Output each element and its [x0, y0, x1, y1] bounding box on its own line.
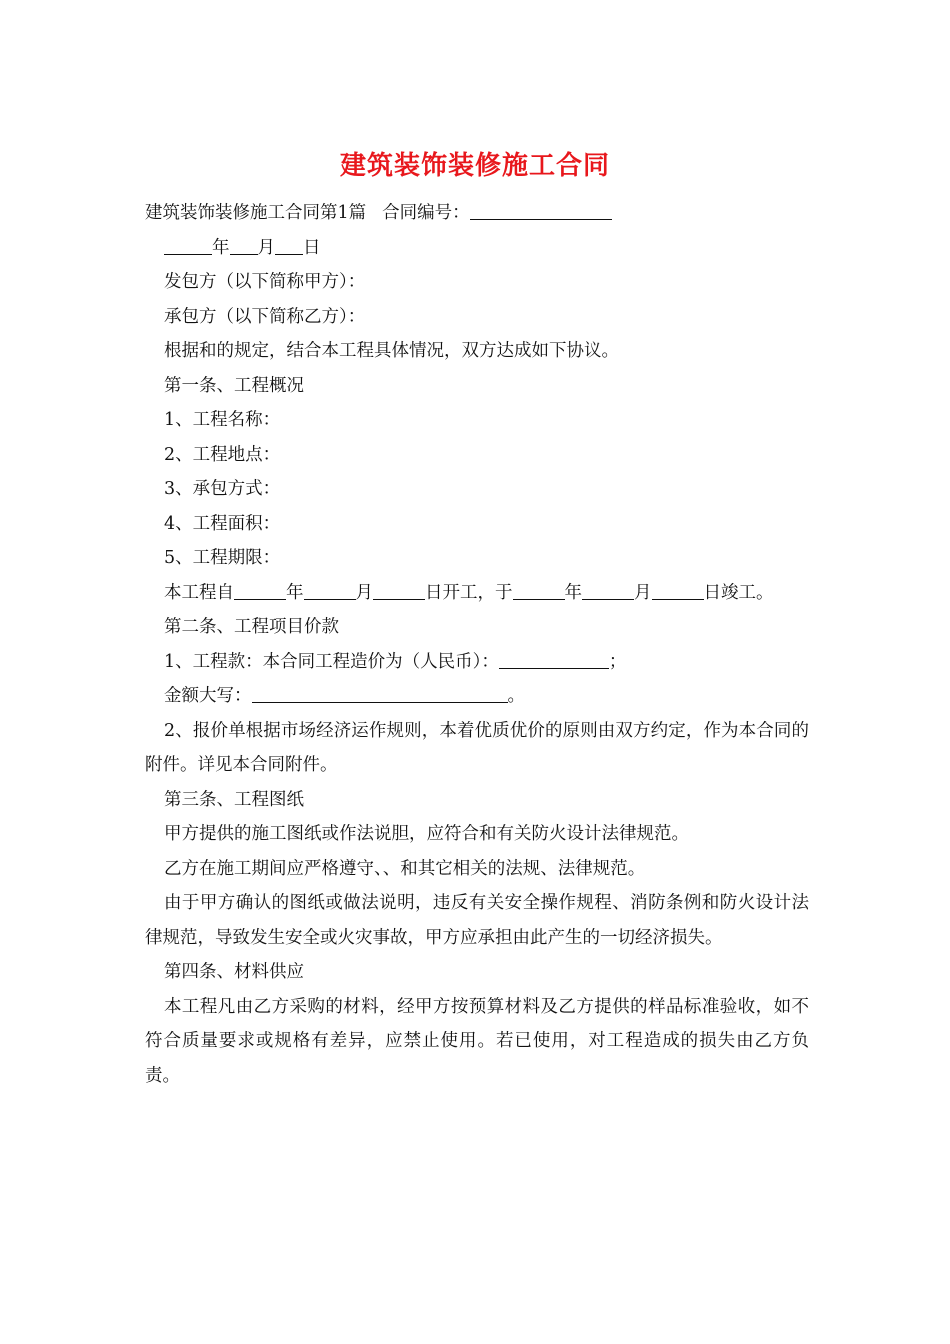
article3-heading: 第三条、工程图纸: [164, 789, 304, 810]
article4-paragraph: 本工程凡由乙方采购的材料，经甲方按预算材料及乙方提供的样品标准验收，如不符合质量要求或规格有差异，应禁止使用。若已使用，对工程造成的损失由乙方负责。: [145, 996, 809, 1086]
year-blank: [164, 235, 212, 254]
month-blank: [230, 235, 258, 254]
date-line: [145, 231, 809, 266]
day-label: 日: [303, 237, 321, 258]
document-body: [145, 196, 809, 1093]
amount-blank: [252, 684, 508, 703]
article1-item: 3、承包方式：: [164, 479, 281, 499]
quote-clause: 2、报价单根据市场经济运作规则，本着优质优价的原则由双方约定，作为本合同的附件。详见本合同附件。: [145, 720, 809, 775]
article2-heading: 第二条、工程项目价款: [164, 617, 339, 637]
article3-paragraph: 由于甲方确认的图纸或做法说明，违反有关安全操作规程、消防条例和防火设计法律规范，导致发生安全或火灾事故，甲方应承担由此产生的一切经济损失。: [145, 893, 809, 948]
amount-label: 金额大写：: [164, 686, 252, 706]
article1-item: 5、工程期限：: [164, 548, 281, 568]
period-start: 日开工，于: [425, 582, 513, 603]
price-line: [145, 645, 809, 680]
period-month: 月: [634, 582, 652, 603]
contract-header-line: [145, 196, 809, 231]
amount-line: [145, 679, 809, 714]
start-day-blank: [373, 580, 425, 599]
article1-item: 2、工程地点：: [164, 444, 281, 465]
period-prefix: 本工程自: [164, 582, 234, 603]
contract-number-blank: [470, 201, 612, 220]
end-year-blank: [513, 580, 565, 599]
price-blank: [499, 649, 609, 668]
price-label: 1、工程款：本合同工程造价为（人民币）：: [164, 651, 499, 672]
period-month: 月: [355, 582, 373, 603]
article3-paragraph: 乙方在施工期间应严格遵守、、和其它相关的法规、法律规范。: [164, 858, 646, 879]
day-blank: [275, 235, 303, 254]
contract-lead: 建筑装饰装修施工合同第1篇: [145, 203, 367, 223]
article3-paragraph: 甲方提供的施工图纸或作法说胆，应符合和有关防火设计法律规范。: [164, 824, 689, 844]
end-month-blank: [582, 580, 634, 599]
amount-end: 。: [507, 686, 525, 706]
article4-heading: 第四条、材料供应: [164, 962, 304, 982]
start-month-blank: [304, 580, 356, 599]
work-period-clause: [145, 576, 809, 611]
period-year: 年: [286, 582, 304, 603]
end-day-blank: [652, 580, 704, 599]
year-label: 年: [212, 237, 230, 258]
contract-number-label: 合同编号：: [382, 203, 470, 223]
article1-item: 4、工程面积：: [164, 513, 281, 534]
period-end: 日竣工。: [703, 582, 774, 603]
preamble: 根据和的规定，结合本工程具体情况，双方达成如下协议。: [164, 341, 619, 361]
article1-heading: 第一条、工程概况: [164, 375, 304, 396]
document-title: 建筑装饰装修施工合同: [339, 151, 610, 181]
period-year: 年: [564, 582, 582, 603]
start-year-blank: [234, 580, 286, 599]
party-b: 承包方（以下简称乙方）：: [164, 306, 366, 327]
article1-item: 1、工程名称：: [164, 410, 281, 430]
price-end: ；: [608, 651, 627, 672]
party-a: 发包方（以下简称甲方）：: [164, 272, 366, 292]
month-label: 月: [257, 237, 275, 258]
